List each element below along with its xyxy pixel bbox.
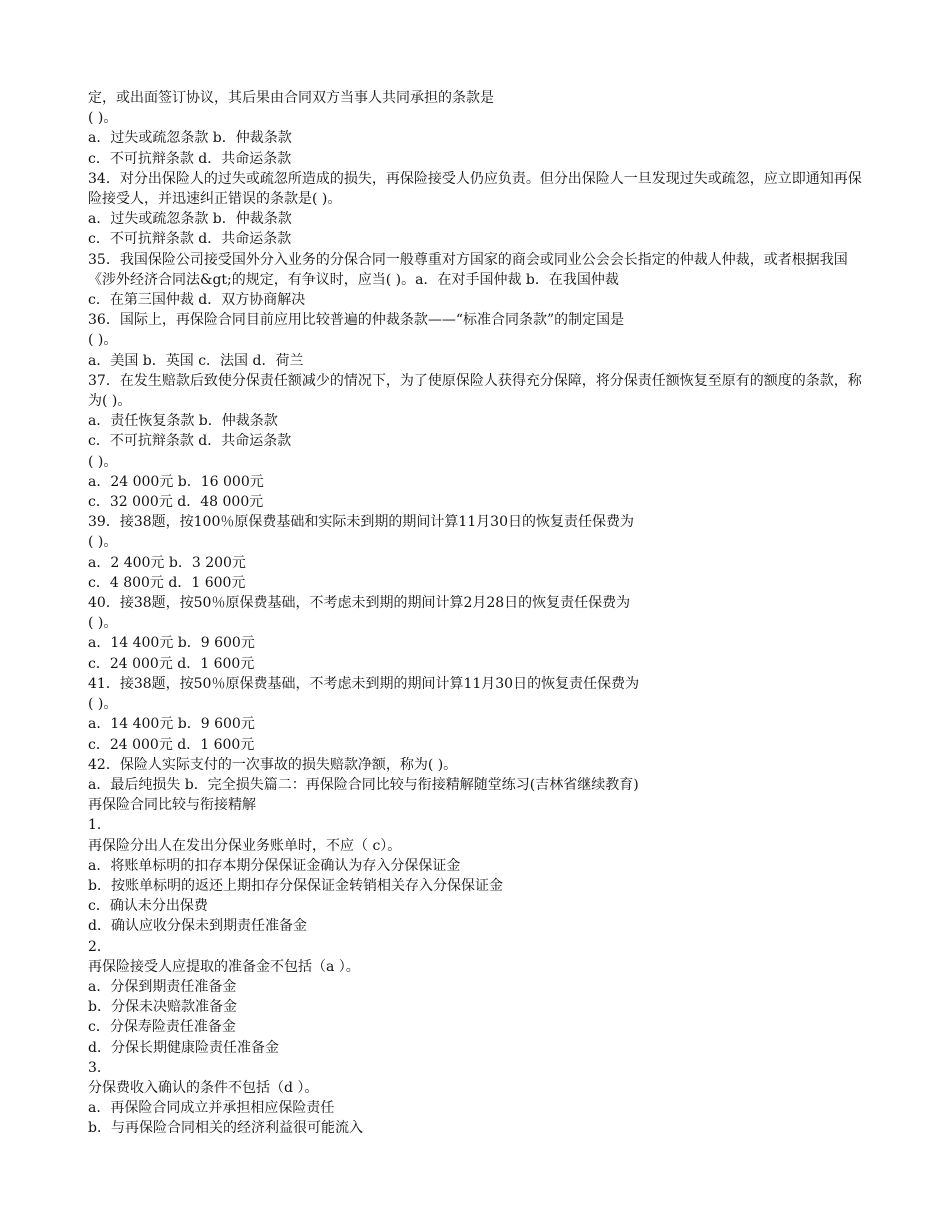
option-line: a．过失或疏忽条款 b．仲裁条款 <box>88 130 292 147</box>
question-40: 40．接38题，按50％原保费基础，不考虑未到期的期间计算2月28日的恢复责任保费为 <box>88 595 631 612</box>
document-page <box>88 88 863 1139</box>
option-line: c．不可抗辩条款 d．共命运条款 <box>88 150 292 167</box>
text-line: 定，或出面签订协议，其后果由合同双方当事人共同承担的条款是 <box>88 90 494 106</box>
question-39: 39．接38题，按100％原保费基础和实际未到期的期间计算11月30日的恢复责任保费为 <box>88 514 634 531</box>
answer-blank: ( )。 <box>88 453 118 470</box>
option-line: a．24 000元 b．16 000元 <box>88 473 264 490</box>
option-line: d．确认应收分保未到期责任准备金 <box>88 918 307 935</box>
option-line: a．分保到期责任准备金 <box>88 978 237 995</box>
option-line: b．与再保险合同相关的经济利益很可能流入 <box>88 1120 363 1137</box>
option-line: c．24 000元 d．1 600元 <box>88 655 255 672</box>
option-line: a．将账单标明的扣存本期分保保证金确认为存入分保保证金 <box>88 857 461 874</box>
question-37: 37．在发生赔款后致使分保责任额减少的情况下，为了使原保险人获得充分保障，将分保责任额恢复至原有的额度的条款，称为( )。 <box>88 372 862 410</box>
answer-blank: ( )。 <box>88 615 118 632</box>
option-line: a．美国 b．英国 c．法国 d．荷兰 <box>88 352 304 369</box>
option-line: a．再保险合同成立并承担相应保险责任 <box>88 1100 335 1117</box>
option-line: a．最后纯损失 b．完全损失篇二：再保险合同比较与衔接精解随堂练习(吉林省继续教育) <box>88 776 639 793</box>
question-42: 42．保险人实际支付的一次事故的损失赔款净额，称为( )。 <box>88 756 458 773</box>
question-35: 35．我国保险公司接受国外分入业务的分保合同一般尊重对方国家的商会或同业公会会长指定的仲裁人仲裁，或者根据我国《涉外经济合同法&gt;的规定，有争议时，应当( )。a．在对手国仲裁 b．在我国仲裁 <box>88 251 848 288</box>
option-line: c．24 000元 d．1 600元 <box>88 736 255 753</box>
option-line: c．确认未分出保费 <box>88 898 208 915</box>
option-line: d．分保长期健康险责任准备金 <box>88 1039 279 1056</box>
option-line: c．32 000元 d．48 000元 <box>88 494 264 511</box>
question-text: 再保险接受人应提取的准备金不包括（a ）。 <box>88 958 360 975</box>
option-line: a．责任恢复条款 b．仲裁条款 <box>88 413 278 430</box>
question-text: 分保费收入确认的条件不包括（d ）。 <box>88 1079 319 1096</box>
question-number: 2． <box>88 938 111 955</box>
option-line: a．2 400元 b．3 200元 <box>88 554 246 571</box>
question-41: 41．接38题，按50％原保费基础，不考虑未到期的期间计算11月30日的恢复责任保费为 <box>88 675 640 692</box>
question-text: 再保险分出人在发出分保业务账单时，不应（ c）。 <box>88 837 402 854</box>
option-line: c．在第三国仲裁 d．双方协商解决 <box>88 292 306 309</box>
option-line: a．14 400元 b．9 600元 <box>88 716 255 733</box>
option-line: b．分保未决赔款准备金 <box>88 999 237 1016</box>
option-line: a．14 400元 b．9 600元 <box>88 635 255 652</box>
option-line: c．4 800元 d．1 600元 <box>88 574 246 591</box>
answer-blank: ( )。 <box>88 534 118 551</box>
question-number: 1． <box>88 817 111 834</box>
option-line: c．不可抗辩条款 d．共命运条款 <box>88 433 292 450</box>
answer-blank: ( )。 <box>88 696 118 713</box>
answer-blank: ( )。 <box>88 110 118 127</box>
option-line: b．按账单标明的返还上期扣存分保保证金转销相关存入分保保证金 <box>88 877 503 894</box>
question-number: 3． <box>88 1059 111 1076</box>
answer-blank: ( )。 <box>88 332 118 349</box>
question-34: 34．对分出保险人的过失或疏忽所造成的损失，再保险接受人仍应负责。但分出保险人一旦发现过失或疏忽，应立即通知再保险接受人，并迅速纠正错误的条款是( )。 <box>88 170 862 208</box>
option-line: a．过失或疏忽条款 b．仲裁条款 <box>88 211 292 228</box>
section-title: 再保险合同比较与衔接精解 <box>88 797 256 814</box>
option-line: c．不可抗辩条款 d．共命运条款 <box>88 231 292 248</box>
option-line: c．分保寿险责任准备金 <box>88 1019 236 1036</box>
question-36: 36．国际上，再保险合同目前应用比较普遍的仲裁条款——“标准合同条款”的制定国是 <box>88 312 625 329</box>
